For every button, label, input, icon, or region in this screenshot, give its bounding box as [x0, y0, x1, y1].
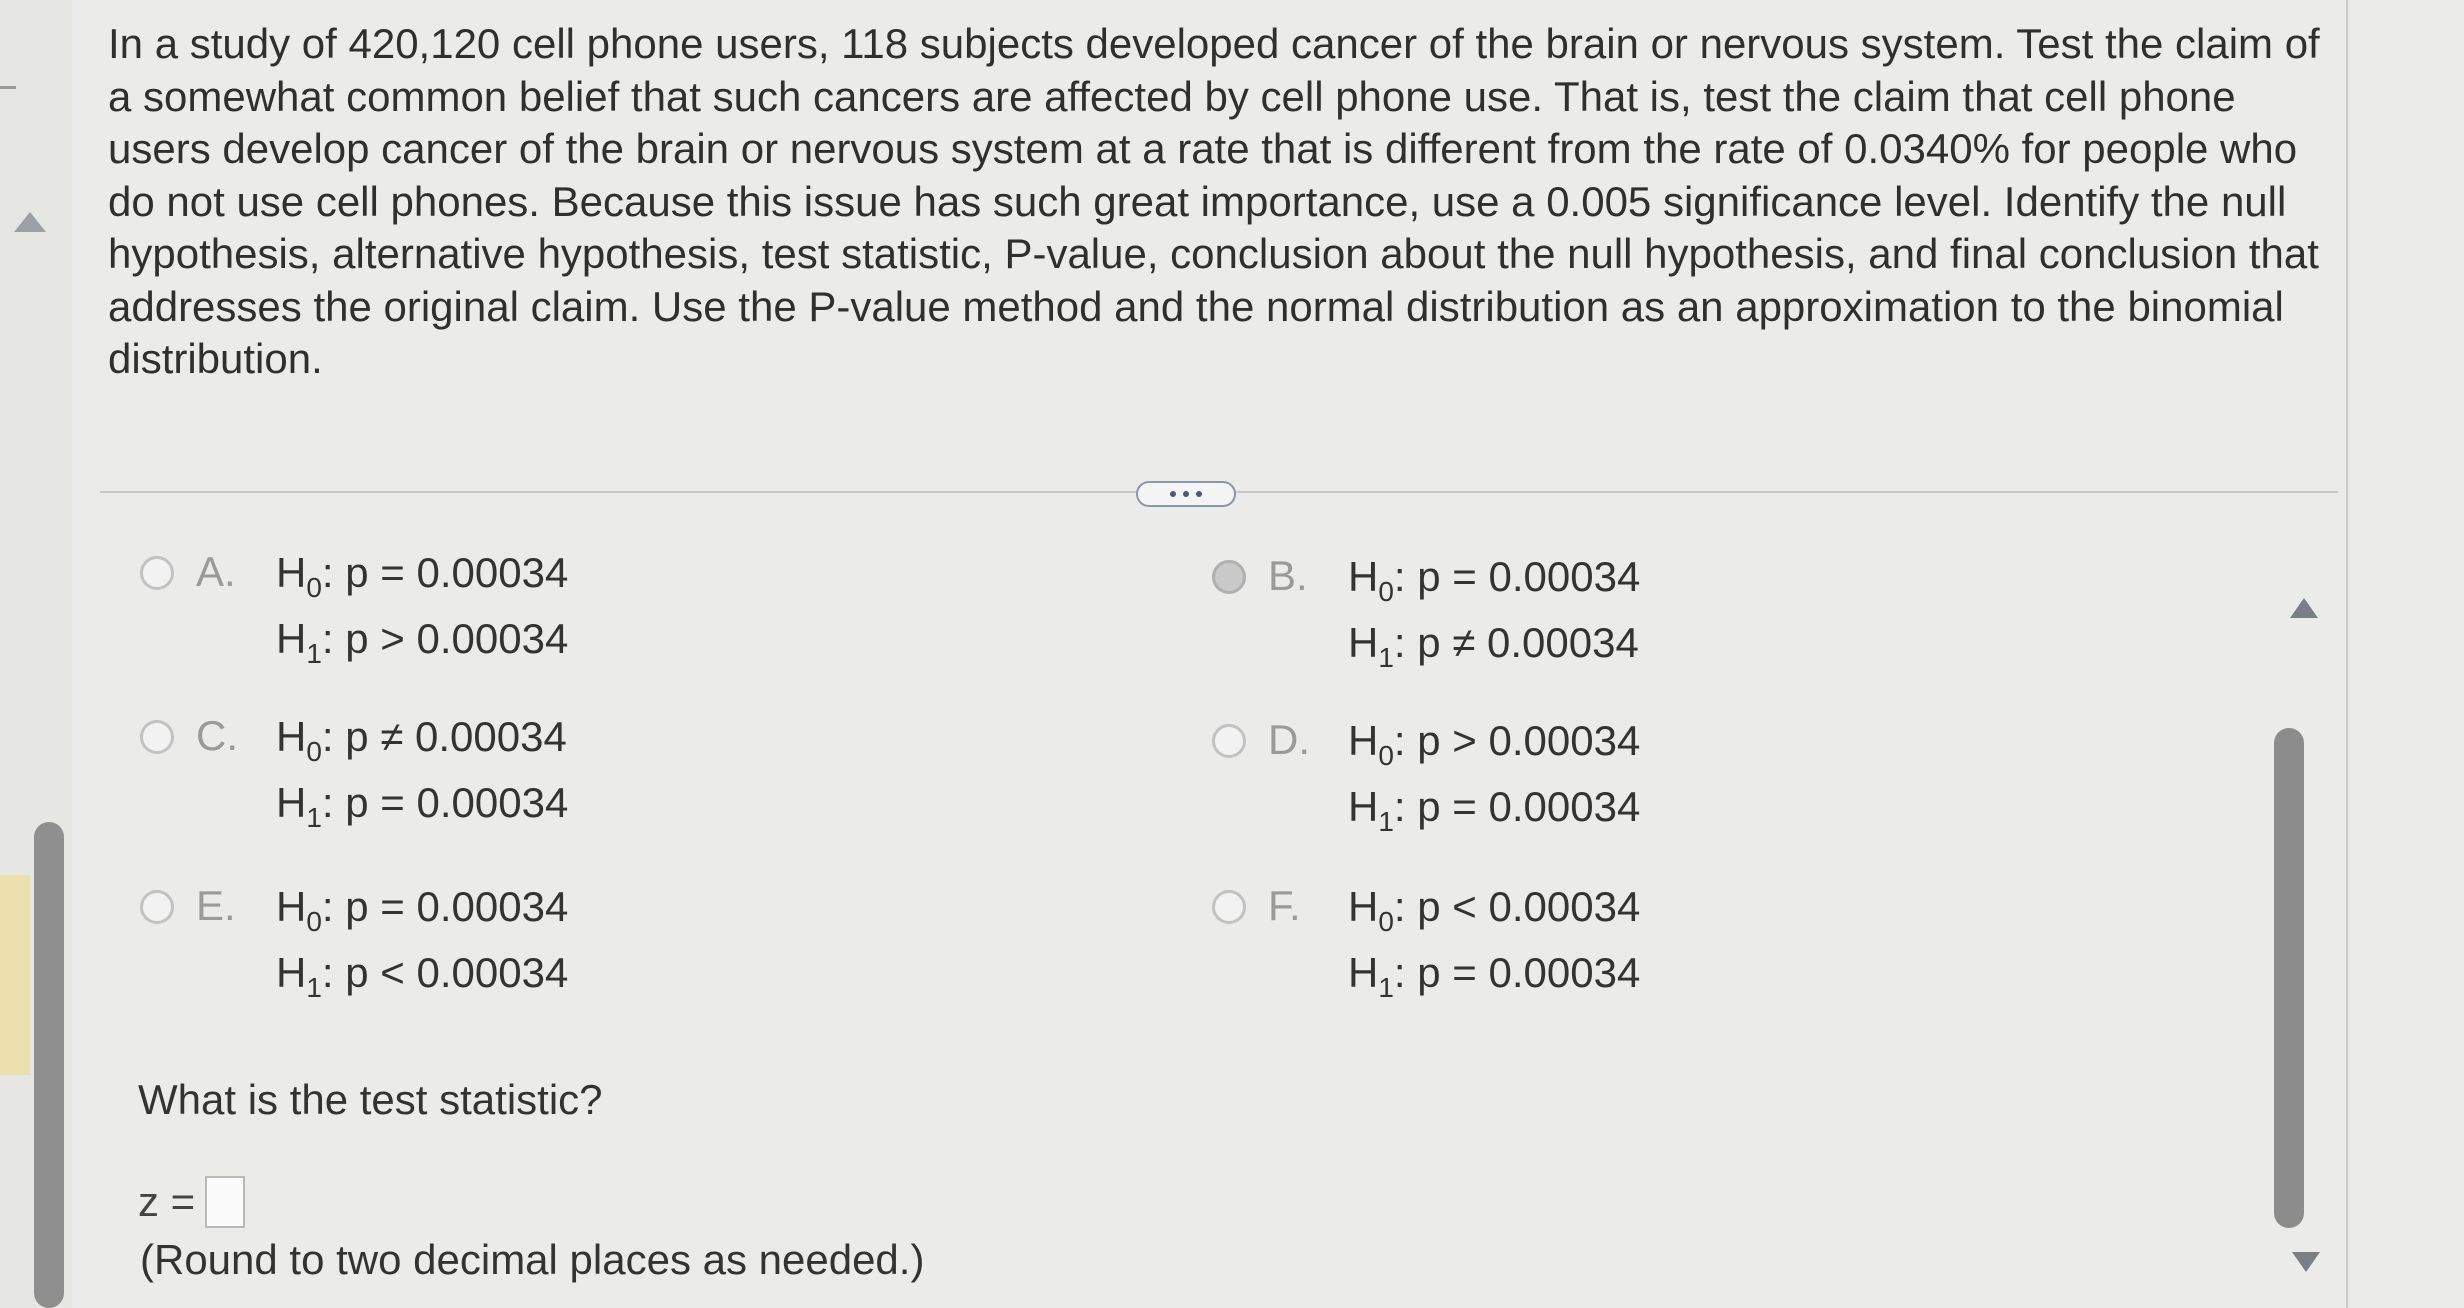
radio-button[interactable]	[140, 720, 174, 754]
z-answer-row	[138, 1176, 245, 1228]
rounding-hint: (Round to two decimal places as needed.)	[140, 1236, 925, 1283]
option-letter: B.	[1268, 552, 1308, 599]
right-panel	[2354, 0, 2464, 1308]
option-letter: A.	[196, 548, 236, 595]
alternative-hypothesis: $H_1$: p = 0.00034	[1348, 949, 1641, 1003]
null-hypothesis: $H_0$: p ≠ 0.00034	[276, 713, 567, 767]
radio-button[interactable]	[1212, 560, 1246, 594]
test-statistic-prompt: What is the test statistic?	[138, 1076, 603, 1123]
scrollbar-thumb[interactable]	[2274, 728, 2304, 1228]
option-letter: E.	[196, 882, 236, 929]
left-highlight	[0, 875, 30, 1075]
ellipsis-icon	[1170, 491, 1176, 497]
null-hypothesis: $H_0$: p < 0.00034	[1348, 883, 1641, 937]
ellipsis-icon	[1183, 491, 1189, 497]
alternative-hypothesis: $H_1$: p < 0.00034	[276, 949, 569, 1003]
null-hypothesis: $H_0$: p = 0.00034	[276, 549, 569, 603]
ellipsis-icon	[1196, 491, 1202, 497]
z-answer-input[interactable]	[205, 1176, 245, 1228]
option-letter: D.	[1268, 716, 1310, 763]
null-hypothesis: $H_0$: p = 0.00034	[1348, 553, 1641, 607]
scroll-down-icon[interactable]	[2292, 1252, 2320, 1272]
option-letter: F.	[1268, 882, 1301, 929]
radio-button[interactable]	[140, 556, 174, 590]
question-text: In a study of 420,120 cell phone users, 118 subjects developed cancer of the brain or nervous system. Test the claim of a somewhat common belief that such cancers are affected by cell phone use. That is, test the claim that cell phone users develop cancer of the brain or nervous system at a rate that is different from the rate of 0.0340% for people who do not use cell phones. Because this issue has such great importance, use a 0.005 significance level. Identify the null hypothesis, alternative hypothesis, test statistic, P-value, conclusion about the null hypothesis, and final conclusion that addresses the original claim. Use the P-value method and the normal distribution as an approximation to the binomial distribution.	[108, 20, 2320, 382]
scroll-up-icon[interactable]	[2290, 598, 2318, 618]
radio-button[interactable]	[140, 890, 174, 924]
alternative-hypothesis: $H_1$: p = 0.00034	[276, 779, 569, 833]
content-border	[2346, 0, 2348, 1308]
left-scroll-up-icon[interactable]	[14, 212, 46, 232]
null-hypothesis: $H_0$: p = 0.00034	[276, 883, 569, 937]
expand-more-button[interactable]	[1136, 481, 1236, 507]
left-scrollbar-thumb[interactable]	[34, 822, 64, 1308]
alternative-hypothesis: $H_1$: p ≠ 0.00034	[1348, 619, 1639, 673]
z-label: z =	[138, 1178, 196, 1225]
option-letter: C.	[196, 712, 238, 759]
alternative-hypothesis: $H_1$: p = 0.00034	[1348, 783, 1641, 837]
alternative-hypothesis: $H_1$: p > 0.00034	[276, 615, 569, 669]
left-panel-dash	[0, 86, 16, 89]
radio-button[interactable]	[1212, 890, 1246, 924]
radio-button[interactable]	[1212, 724, 1246, 758]
null-hypothesis: $H_0$: p > 0.00034	[1348, 717, 1641, 771]
